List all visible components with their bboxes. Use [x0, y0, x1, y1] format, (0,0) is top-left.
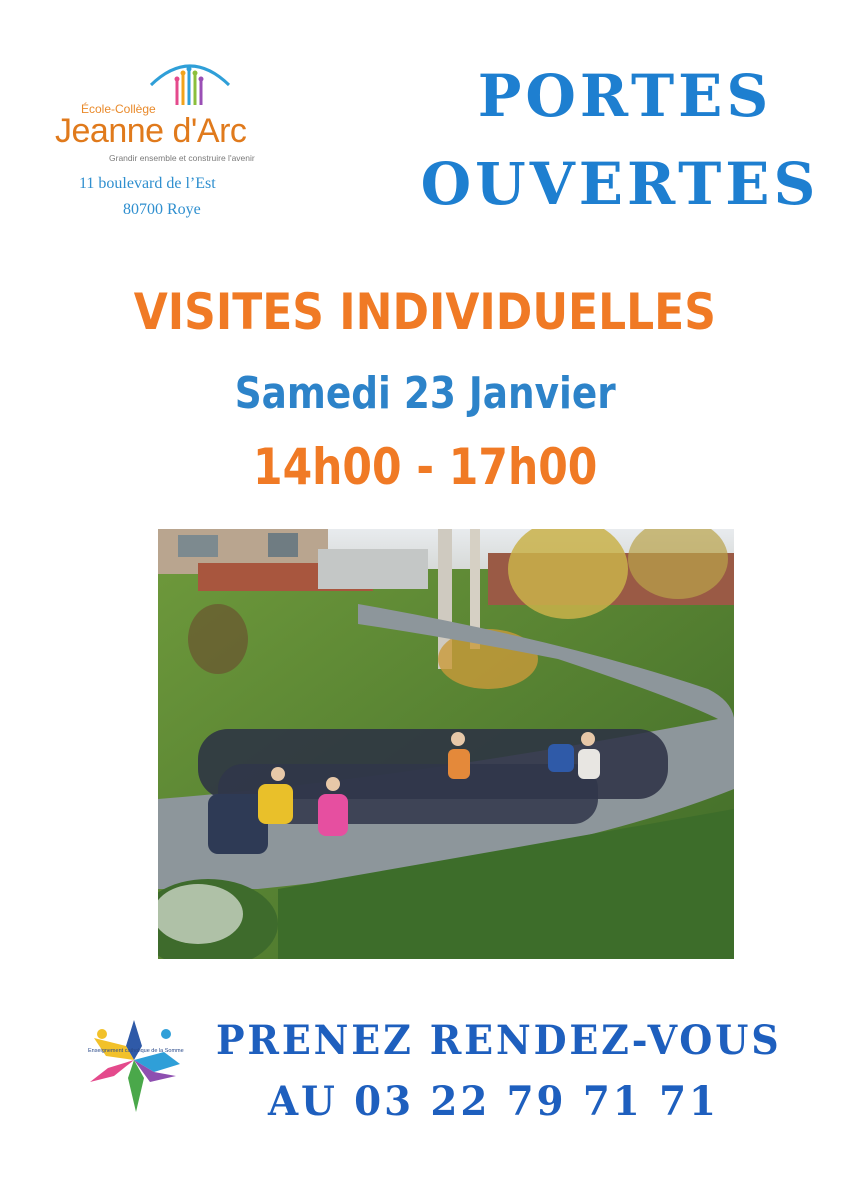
event-hours: 14h00 - 17h00	[253, 438, 598, 496]
school-logo	[55, 50, 325, 170]
school-tagline: Grandir ensemble et construire l'avenir	[109, 153, 255, 163]
event-type: VISITES INDIVIDUELLES	[133, 283, 716, 341]
group-photo	[158, 529, 734, 959]
event-date: Samedi 23 Janvier	[234, 368, 616, 419]
title-line-2: OUVERTES	[420, 150, 820, 218]
school-name: Jeanne d'Arc	[55, 112, 247, 150]
school-logo-emblem	[147, 55, 233, 107]
school-prefix: École-Collège	[81, 102, 156, 116]
address-city: 80700 Roye	[123, 201, 201, 218]
catholic-education-logo	[84, 1016, 184, 1114]
title-line-1: PORTES	[477, 62, 773, 130]
cta-phone: AU 03 22 79 71 71	[268, 1078, 719, 1125]
address-street: 11 boulevard de l’Est	[79, 175, 216, 192]
catholic-education-text: Enseignement catholique de la Somme	[88, 1048, 184, 1054]
cta-line-1: PRENEZ RENDEZ-VOUS	[216, 1017, 782, 1064]
